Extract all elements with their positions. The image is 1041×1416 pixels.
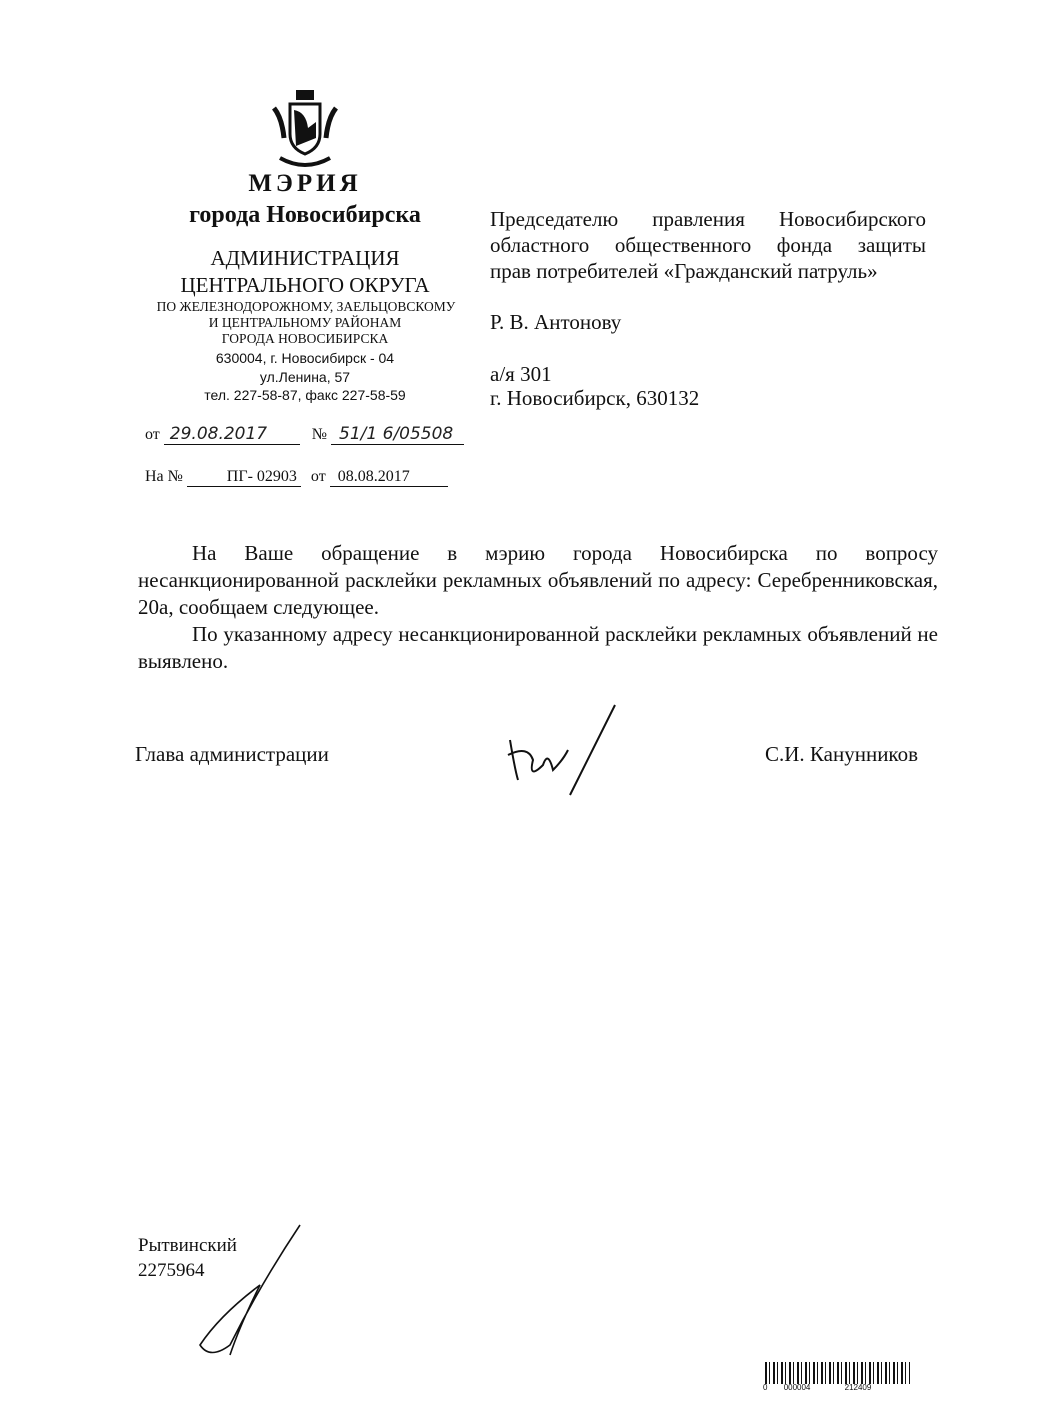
signatory-name: С.И. Канунников [765,742,918,766]
recipient-block [490,206,926,284]
admin-district-title: ЦЕНТРАЛЬНОГО ОКРУГА [180,273,430,297]
number-label: № [311,426,328,443]
executor-phone: 2275964 [138,1260,205,1281]
city-title: города Новосибирска [189,202,421,228]
districts-line: ГОРОДА НОВОСИБИРСКА [221,331,389,346]
coat-of-arms-emblem [270,88,340,170]
districts-line: И ЦЕНТРАЛЬНОМУ РАЙОНАМ [208,315,402,330]
barcode-digit: 000004 [783,1383,811,1392]
incoming-reference [145,468,448,487]
recipient-po-box: а/я 301 [490,362,552,386]
address-line: ул.Ленина, 57 [259,369,351,385]
incoming-date: 08.08.2017 [330,468,448,487]
handwritten-signature [500,700,620,800]
barcode-digits [763,1383,913,1392]
signatory-position: Глава администрации [135,742,329,766]
recipient-name: Р. В. Антонову [490,310,622,334]
recipient-line: Председателю правления Новосибирского [490,207,926,231]
barcode [765,1362,910,1384]
body-paragraph: По указанному адресу несанкционированной расклейки рекламных объявлений не выявлено. [138,622,938,673]
districts-line: ПО ЖЕЛЕЗНОДОРОЖНОМУ, ЗАЕЛЬЦОВСКОМУ [156,299,456,314]
recipient-line: прав потребителей «Гражданский патруль» [490,259,878,283]
outgoing-number: 51/1 6/05508 [331,424,464,445]
executor-name: Рытвинский [138,1235,237,1256]
outgoing-reference [145,424,464,445]
outgoing-date: 29.08.2017 [164,424,300,445]
recipient-city: г. Новосибирск, 630132 [490,386,700,410]
admin-title: АДМИНИСТРАЦИЯ [210,246,400,270]
incoming-label: На № [145,468,183,485]
address-line: 630004, г. Новосибирск - 04 [215,350,395,366]
body-paragraph: На Ваше обращение в мэрию города Новосибирска по вопросу несанкционированной расклейки рекламных объявлений по адресу: Серебренниковская, 20а, сообщаем следующее. [138,541,938,619]
executor-signature [190,1220,310,1360]
incoming-number: ПГ- 02903 [187,468,301,487]
recipient-line: областного общественного фонда защиты [490,233,926,257]
from-label: от [310,468,326,485]
phones-line: тел. 227-58-87, факс 227-58-59 [204,387,406,403]
barcode-digit: 0 [763,1383,768,1392]
from-label: от [145,426,160,443]
barcode-digit: 212409 [844,1383,872,1392]
mayoralty-title: МЭРИЯ [248,170,362,197]
